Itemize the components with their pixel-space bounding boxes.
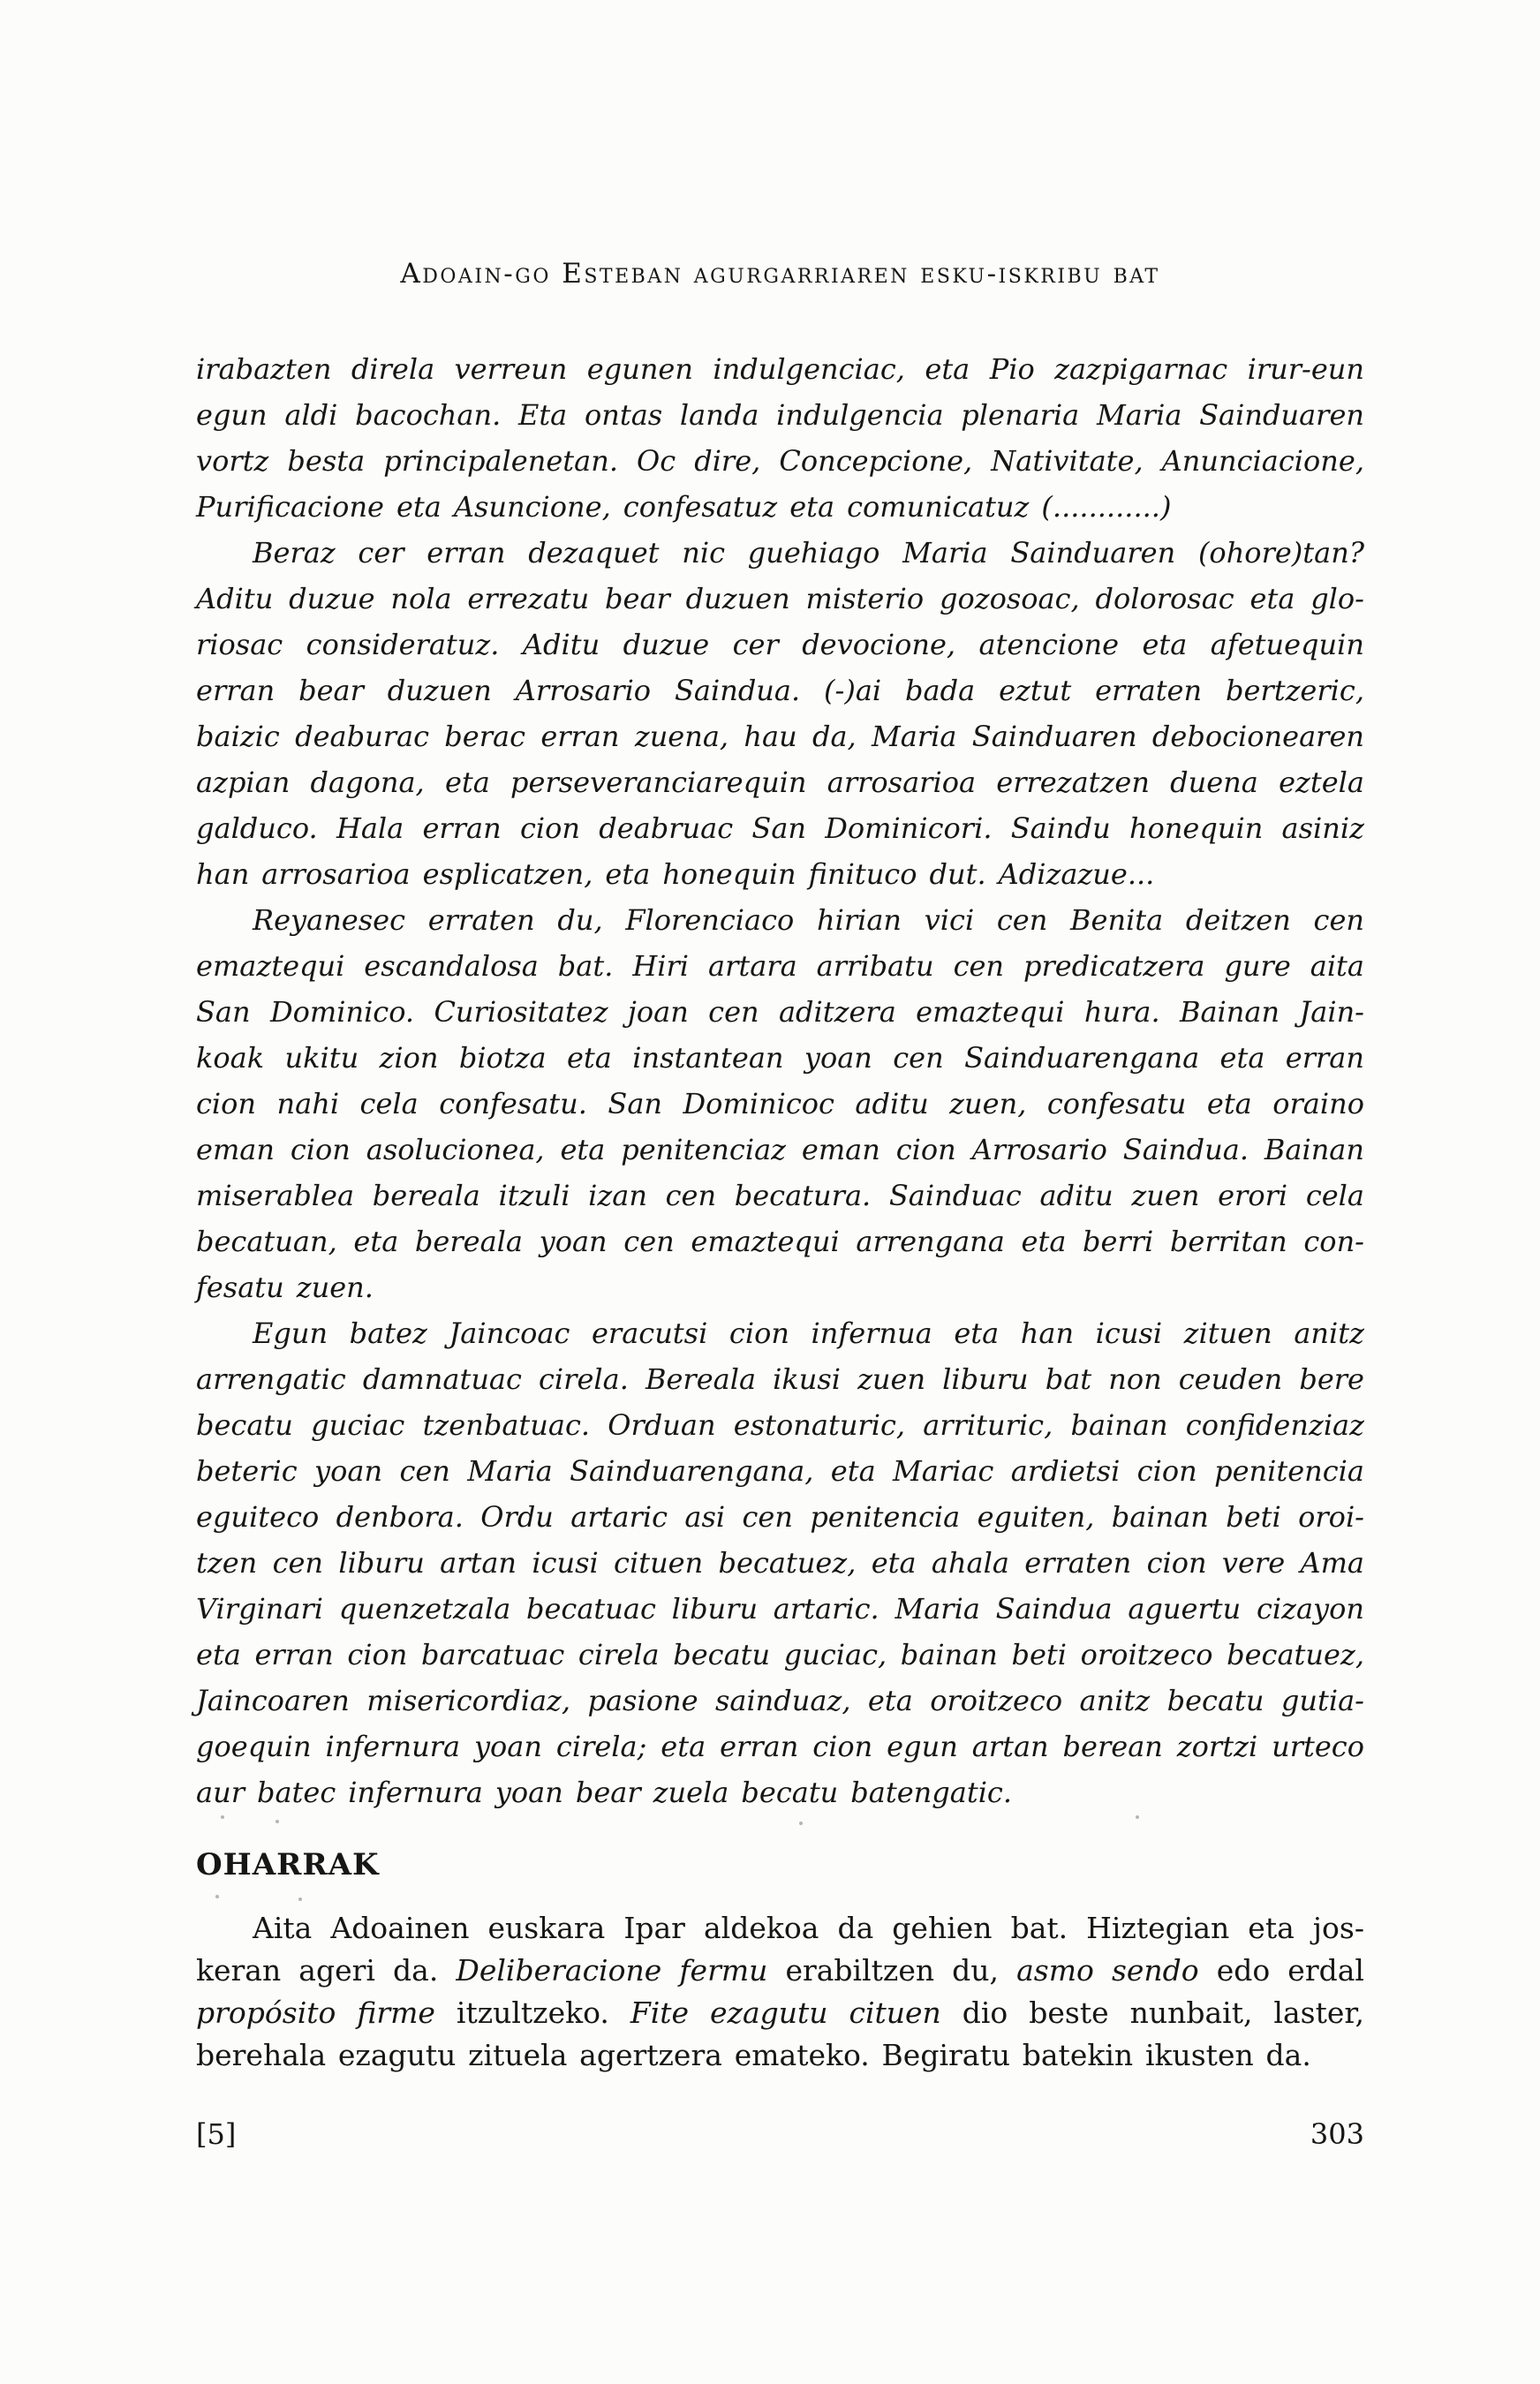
text-line: propósito firme itzultzeko. Fite ezagutu cituen dio beste nunbait, laster, — [196, 1995, 1364, 2030]
text-line: Jaincoaren misericordiaz, pasione sainduaz, eta oroitzeco anitz becatu gutia- — [196, 1684, 1364, 1717]
text-line: eta erran cion barcatuac cirela becatu guciac, bainan beti oroitzeco becatuez, — [196, 1638, 1364, 1671]
text-line: erran bear duzuen Arrosario Saindua. (-)ai bada eztut erraten bertzeric, — [196, 674, 1364, 707]
text-line: koak ukitu zion biotza eta instantean yoan cen Sainduarengana eta erran — [196, 1041, 1364, 1075]
text-line: beteric yoan cen Maria Sainduarengana, eta Mariac ardietsi cion penitencia — [196, 1454, 1364, 1488]
text-line: becatuan, eta bereala yoan cen emaztequi arrengana eta berri berritan con- — [196, 1225, 1364, 1258]
page-header — [196, 254, 1364, 293]
scan-speckle — [276, 1820, 279, 1823]
scan-speckle — [221, 1815, 224, 1819]
text-line: San Dominico. Curiositatez joan cen aditzera emaztequi hura. Bainan Jain- — [196, 995, 1364, 1029]
footer-page-number: 303 — [1310, 2117, 1364, 2151]
text-line: fesatu zuen. — [196, 1271, 374, 1304]
text-line: azpian dagona, eta perseveranciarequin arrosarioa errezatzen duena eztela — [196, 766, 1364, 799]
text-line: arrengatic damnatuac cirela. Bereala ikusi zuen liburu bat non ceuden bere — [196, 1362, 1364, 1396]
text-line: aur batec infernura yoan bear zuela becatu batengatic. — [196, 1776, 1013, 1809]
scan-speckle — [1136, 1815, 1139, 1819]
text-line: emaztequi escandalosa bat. Hiri artara arribatu cen predicatzera gure aita — [196, 949, 1364, 983]
footer-signature-number: [5] — [196, 2117, 237, 2151]
text-line: berehala ezagutu zituela agertzera emateko. Begiratu batekin ikusten da. — [196, 2038, 1311, 2072]
body-text — [196, 346, 1364, 1815]
text-line: Beraz cer erran dezaquet nic guehiago Maria Sainduaren (ohore)tan? — [253, 536, 1364, 570]
text-line: Reyanesec erraten du, Florenciaco hirian vici cen Benita deitzen cen — [253, 903, 1364, 937]
scan-speckle — [799, 1822, 803, 1825]
text-line: baizic deaburac berac erran zuena, hau da, Maria Sainduaren debocionearen — [196, 720, 1364, 753]
paragraph — [196, 1310, 1364, 1815]
text-line: eguiteco denbora. Ordu artaric asi cen penitencia eguiten, bainan beti oroi- — [196, 1500, 1364, 1534]
paragraph — [196, 530, 1364, 897]
text-line: keran ageri da. Deliberacione fermu erabiltzen du, asmo sendo edo erdal — [196, 1953, 1364, 1988]
paragraph — [196, 897, 1364, 1310]
text-line: han arrosarioa esplicatzen, eta honequin finituco dut. Adizazue... — [196, 857, 1155, 891]
notes-heading: OHARRAK — [196, 1847, 380, 1882]
paragraph — [196, 346, 1364, 530]
notes-paragraph — [196, 1907, 1364, 2077]
text-line: Aita Adoainen euskara Ipar aldekoa da gehien bat. Hiztegian eta jos- — [253, 1911, 1364, 1945]
text-line: riosac consideratuz. Aditu duzue cer devocione, atencione eta afetuequin — [196, 628, 1364, 661]
text-line: tzen cen liburu artan icusi cituen becatuez, eta ahala erraten cion vere Ama — [196, 1546, 1364, 1580]
text-line: Virginari quenzetzala becatuac liburu artaric. Maria Saindua aguertu cizayon — [196, 1592, 1364, 1626]
text-line: cion nahi cela confesatu. San Dominicoc aditu zuen, confesatu eta oraino — [196, 1087, 1364, 1120]
page-header-title: Adoain-go Esteban agurgarriaren esku-iskribu bat — [400, 258, 1160, 290]
text-line: irabazten direla verreun egunen indulgenciac, eta Pio zazpigarnac irur-eun — [196, 352, 1364, 386]
text-line: eman cion asolucionea, eta penitenciaz eman cion Arrosario Saindua. Bainan — [196, 1133, 1364, 1166]
text-line: vortz besta principalenetan. Oc dire, Concepcione, Nativitate, Anunciacione, — [196, 444, 1364, 478]
text-line: egun aldi bacochan. Eta ontas landa indulgencia plenaria Maria Sainduaren — [196, 398, 1364, 432]
text-line: Egun batez Jaincoac eracutsi cion infernua eta han icusi zituen anitz — [253, 1316, 1364, 1350]
page-footer — [196, 2117, 1364, 2151]
text-line: galduco. Hala erran cion deabruac San Dominicori. Saindu honequin asiniz — [196, 811, 1364, 845]
notes-section — [196, 1845, 1364, 2077]
text-line: Aditu duzue nola errezatu bear duzuen misterio gozosoac, dolorosac eta glo- — [196, 582, 1364, 615]
text-line: miserablea bereala itzuli izan cen becatura. Sainduac aditu zuen erori cela — [196, 1179, 1364, 1212]
text-line: goequin infernura yoan cirela; eta erran cion egun artan berean zortzi urteco — [196, 1730, 1364, 1763]
scan-speckle — [298, 1897, 302, 1901]
text-line: becatu guciac tzenbatuac. Orduan estonaturic, arrituric, bainan confidenziaz — [196, 1408, 1364, 1442]
scan-speckle — [215, 1895, 219, 1898]
text-line: Purificacione eta Asuncione, confesatuz eta comunicatuz (............) — [196, 490, 1172, 524]
